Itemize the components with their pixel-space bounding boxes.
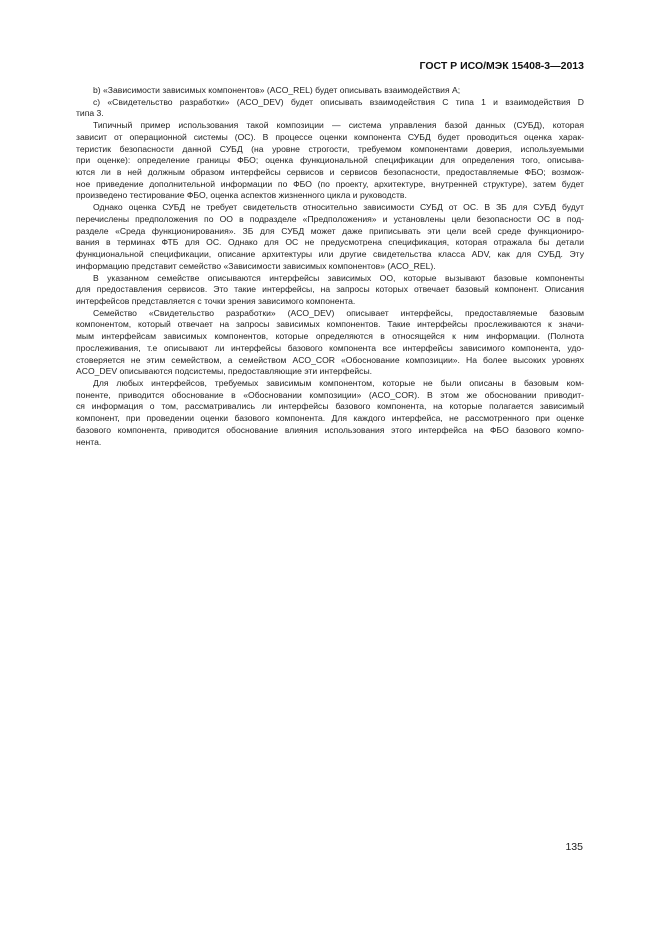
text-line: зависит от операционной системы (ОС). В процессе оценки компонента СУБД будет проводиться оценка харак- [76,131,584,142]
text-line: типа 3. [76,108,104,119]
paragraph [76,308,584,378]
paragraph [76,378,584,448]
paragraph [76,85,584,97]
text-line: В указанном семействе описываются интерфейсы зависимых ОО, которые вызывают базовые компоненты [93,272,584,283]
text-line: поненте, приводится обоснование в «Обосновании композиции» (ACO_COR). В этом же обосновании приводит- [76,389,584,400]
text-line: Однако оценка СУБД не требует свидетельств относительно зависимости СУБД от ОС. В ЗБ для СУБД будут [93,202,584,213]
text-line: компонент, при проведении оценки базового компонента. Для каждого интерфейса, не рассмотренного при оценке [76,413,584,424]
text-line: нента. [76,436,102,447]
document-header: ГОСТ Р ИСО/МЭК 15408-3—2013 [419,60,584,72]
text-line: Для любых интерфейсов, требуемых зависимым компонентом, которые не были описаны в базовым ком- [93,377,584,388]
text-line: компонентом, который отвечает на запросы зависимых компонентов. Такие интерфейсы прослеживаются к значи- [76,319,584,330]
text-line: Семейство «Свидетельство разработки» (ACO_DEV) описывает интерфейсы, предоставляемые базовым [93,307,584,318]
text-line: ются ли в ней должным образом интерфейсы сервисов и сервисов безопасности, предоставляемые ФБО; возмож- [76,167,584,178]
text-line: мым интерфейсам зависимых компонентов, которые определяются в относящейся к ним информации. (Полнота [76,331,584,342]
text-line: вания в терминах ФТБ для ОС. Однако для ОС не предусмотрена спецификация, которая отражала бы детали [76,237,584,248]
text-line: функциональной спецификации, описание архитектуры или другие свидетельства класса ADV, как для СУБД. Эту [76,249,584,260]
text-line: b) «Зависимости зависимых компонентов» (ACO_REL) будет описывать взаимодействия А; [93,85,461,95]
text-line: перечислены предположения по ОО в подразделе «Предположения» и установлены цели безопасности ОС в под- [76,213,584,224]
text-line: ACO_DEV описываются подсистемы, предоставляющие эти интерфейсы. [76,366,373,377]
paragraph [76,202,584,272]
text-line: для предоставления сервисов. Это такие интерфейсы, на запросы которых отвечает базовый компонент. Описания [76,284,584,295]
text-line: произведено тестирование ФБО, оценка аспектов жизненного цикла и руководств. [76,190,407,201]
text-line: разделе «Среда функционирования». ЗБ для СУБД может даже приписывать эти цели всей среде функциониро- [76,225,584,236]
paragraph [76,120,584,202]
text-line: базового компонента, приводится обоснование влияния использования этого интерфейса на ФБО базового компо- [76,424,584,435]
text-line: ное приведение дополнительной информации по ФБО (по проекту, архитектуре, внутренней структуре), затем будет [76,178,584,189]
text-line: ся информация о том, рассматривались ли интерфейсы базового компонента, на которые полагается зависимый [76,401,584,412]
text-line: теристик безопасности данной СУБД (на уровне строгости, требуемом компонентами доверия, используемыми [76,143,584,154]
page-number: 135 [565,841,583,853]
text-line: c) «Свидетельство разработки» (ACO_DEV) будет описывать взаимодействия С типа 1 и взаимодействия D [93,96,584,107]
text-line: прослеживания, т.е описывают ли интерфейсы базового компонента все интерфейсы зависимого компонента, удо- [76,342,584,353]
paragraph [76,97,584,120]
text-line: информацию представит семейство «Зависимости зависимых компонентов» (ACO_REL). [76,260,436,271]
text-line: стоверяется не этим семейством, а семейством ACO_COR «Обоснование композиции». На более высоких уровнях [76,354,584,365]
document-body [76,85,584,448]
text-line: Типичный пример использования такой композиции — система управления базой данных (СУБД), которая [93,120,584,131]
paragraph [76,273,584,308]
text-line: при оценке): определение границы ФБО; оценка функциональной спецификации для определения того, описыва- [76,155,584,166]
text-line: интерфейсов представляется с точки зрения зависимого компонента. [76,295,356,306]
